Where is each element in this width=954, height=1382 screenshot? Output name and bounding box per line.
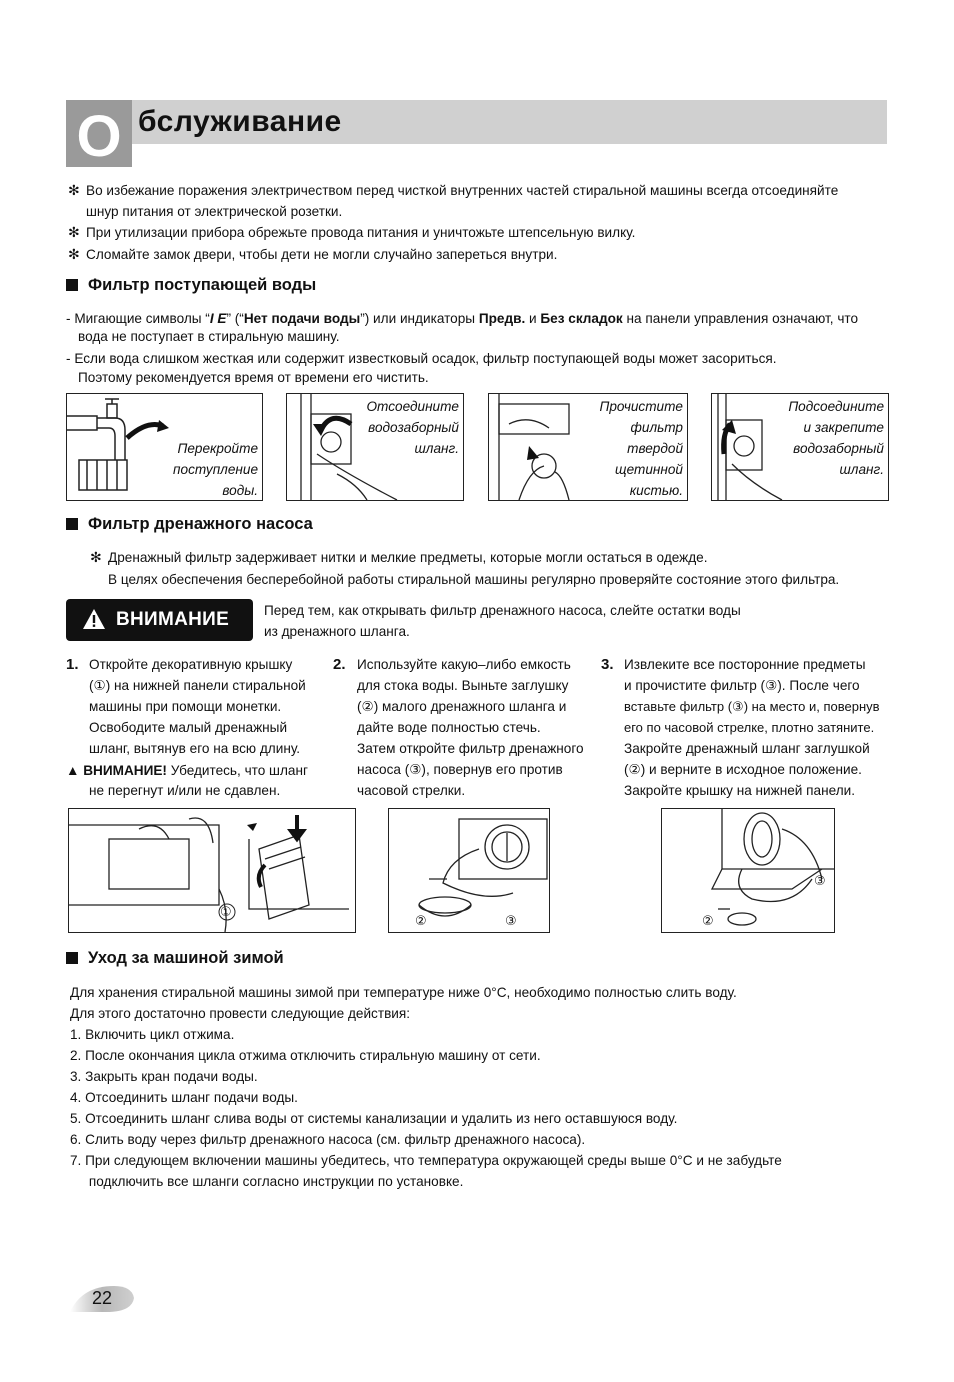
- step-3-line-2: и прочистите фильтр (③). После чего: [624, 678, 860, 693]
- filter-remove-icon: [662, 809, 834, 932]
- step-1-line-1: Откройте декоративную крышку: [89, 657, 293, 672]
- step-2-line-2: для стока воды. Выньте заглушку: [357, 678, 569, 693]
- step-2-number: 2.: [333, 656, 346, 673]
- warning-small-icon: ▲: [66, 763, 84, 778]
- intro-line-4: Сломайте замок двери, чтобы дети не могли случайно запереться внутри.: [86, 247, 558, 262]
- cover-open-icon: [69, 809, 355, 932]
- section-drain-filter-title: Фильтр дренажного насоса: [66, 513, 313, 535]
- label-three: ③: [814, 873, 826, 888]
- step-3-number: 3.: [601, 656, 614, 673]
- water-filter-line-2: вода не поступает в стиральную машину.: [78, 329, 340, 344]
- asterisk-icon: ✻: [68, 224, 80, 240]
- illustration-open-cover: [68, 808, 356, 933]
- warning-badge: [66, 599, 253, 641]
- page-title: бслуживание: [138, 105, 342, 138]
- header-letter: О: [76, 104, 122, 169]
- step-3-line-7: Закройте крышку на нижней панели.: [624, 783, 856, 798]
- intro-line-3: При утилизации прибора обрежьте провода питания и уничтожьте штепсельную вилку.: [86, 225, 636, 240]
- winter-step-5: 5. Отсоединить шланг слива воды от системы канализации и удалить из него оставшуюся воду.: [70, 1111, 678, 1126]
- step-2-line-6: насоса (③), повернув его против: [357, 762, 563, 777]
- winter-step-7: 7. При следующем включении машины убедитесь, что температура окружающей среды выше 0°С и не забудьте: [70, 1153, 782, 1168]
- label-two: ②: [415, 913, 427, 928]
- step-1-line-2: (①) на нижней панели стиральной: [89, 678, 306, 693]
- illustration-clean-filter: Прочистите фильтр твердой щетинной кистью.: [488, 393, 688, 501]
- winter-step-1: 1. Включить цикл отжима.: [70, 1027, 235, 1042]
- winter-step-3: 3. Закрыть кран подачи воды.: [70, 1069, 258, 1084]
- water-filter-line-3: - Если вода слишком жесткая или содержит известковый осадок, фильтр поступающей воды может засориться.: [66, 351, 777, 366]
- section-water-filter-title: Фильтр поступающей воды: [66, 274, 316, 296]
- step-2-line-1: Используйте какую–либо емкость: [357, 657, 571, 672]
- drain-note-2: В целях обеспечения бесперебойной работы стиральной машины регулярно проверяйте состояние этого фильтра.: [108, 572, 840, 587]
- label-one: ①: [220, 904, 232, 919]
- square-bullet-icon: [66, 279, 78, 291]
- step-1-line-5: шланг, вытянув его на всю длину.: [89, 741, 301, 756]
- asterisk-icon: ✻: [68, 246, 80, 262]
- square-bullet-icon: [66, 952, 78, 964]
- water-filter-line-4: Поэтому рекомендуется время от времени его чистить.: [78, 370, 429, 385]
- step-3-line-3: вставьте фильтр (③) на место и, повернув: [624, 699, 880, 714]
- winter-step-2: 2. После окончания цикла отжима отключить стиральную машину от сети.: [70, 1048, 541, 1063]
- drain-note-1: Дренажный фильтр задерживает нитки и мелкие предметы, которые могли остаться в одежде.: [108, 550, 708, 565]
- winter-intro-2: Для этого достаточно провести следующие действия:: [70, 1006, 411, 1021]
- illustration-remove-filter: [661, 808, 835, 933]
- step-2-line-5: Затем откройте фильтр дренажного: [357, 741, 584, 756]
- illustration-close-tap: Перекройте поступление воды.: [66, 393, 263, 501]
- step-1-warning-2: не перегнут и/или не сдавлен.: [89, 783, 281, 798]
- step-1-number: 1.: [66, 656, 79, 673]
- intro-line-1: Во избежание поражения электричеством перед чисткой внутренних частей стиральной машины всегда отсоединяйте: [86, 183, 839, 198]
- warning-text-2: из дренажного шланга.: [264, 624, 410, 639]
- illustration-disconnect-hose: Отсоедините водозаборный шланг.: [286, 393, 464, 501]
- label-three: ③: [505, 913, 517, 928]
- winter-intro-1: Для хранения стиральной машины зимой при температуре ниже 0°С, необходимо полностью слить воду.: [70, 985, 737, 1000]
- step-2-line-7: часовой стрелки.: [357, 783, 466, 798]
- step-1-line-3: машины при помощи монетки.: [89, 699, 282, 714]
- asterisk-icon: ✻: [90, 549, 102, 565]
- asterisk-icon: ✻: [68, 182, 80, 198]
- winter-step-6: 6. Слить воду через фильтр дренажного насоса (см. фильтр дренажного насоса).: [70, 1132, 586, 1147]
- warning-label: ВНИМАНИЕ: [116, 609, 230, 630]
- step-2-line-3: (②) малого дренажного шланга и: [357, 699, 567, 714]
- page-number: 22: [92, 1288, 113, 1308]
- error-symbol: I E: [209, 311, 227, 326]
- section-winter-title: Уход за машиной зимой: [66, 947, 284, 969]
- water-filter-line-1: - Мигающие символы “I E” (“Нет подачи воды”) или индикаторы Предв. и Без складок на панели управления означают, что: [66, 311, 859, 326]
- label-two: ②: [702, 913, 714, 928]
- drain-container-icon: [389, 809, 549, 932]
- step-1-warning: ▲ ВНИМАНИЕ! Убедитесь, что шланг: [66, 763, 308, 778]
- winter-step-4: 4. Отсоединить шланг подачи воды.: [70, 1090, 298, 1105]
- square-bullet-icon: [66, 518, 78, 530]
- warning-icon: [82, 608, 106, 630]
- step-3-line-1: Извлеките все посторонние предметы: [624, 657, 866, 672]
- intro-line-2: шнур питания от электрической розетки.: [86, 204, 343, 219]
- winter-step-7-cont: подключить все шланги согласно инструкции по установке.: [70, 1174, 464, 1189]
- step-1-line-4: Освободите малый дренажный: [89, 720, 288, 735]
- illustration-reconnect-hose: Подсоедините и закрепите водозаборный шланг.: [711, 393, 889, 501]
- illustration-drain-water: [388, 808, 550, 933]
- warning-text-1: Перед тем, как открывать фильтр дренажного насоса, слейте остатки воды: [264, 603, 741, 618]
- step-3-line-5: Закройте дренажный шланг заглушкой: [624, 741, 870, 756]
- step-3-line-6: (②) и верните в исходное положение.: [624, 762, 862, 777]
- step-2-line-4: дайте воде полностью стечь.: [357, 720, 541, 735]
- step-3-line-4: его по часовой стрелке, плотно затяните.: [624, 720, 875, 735]
